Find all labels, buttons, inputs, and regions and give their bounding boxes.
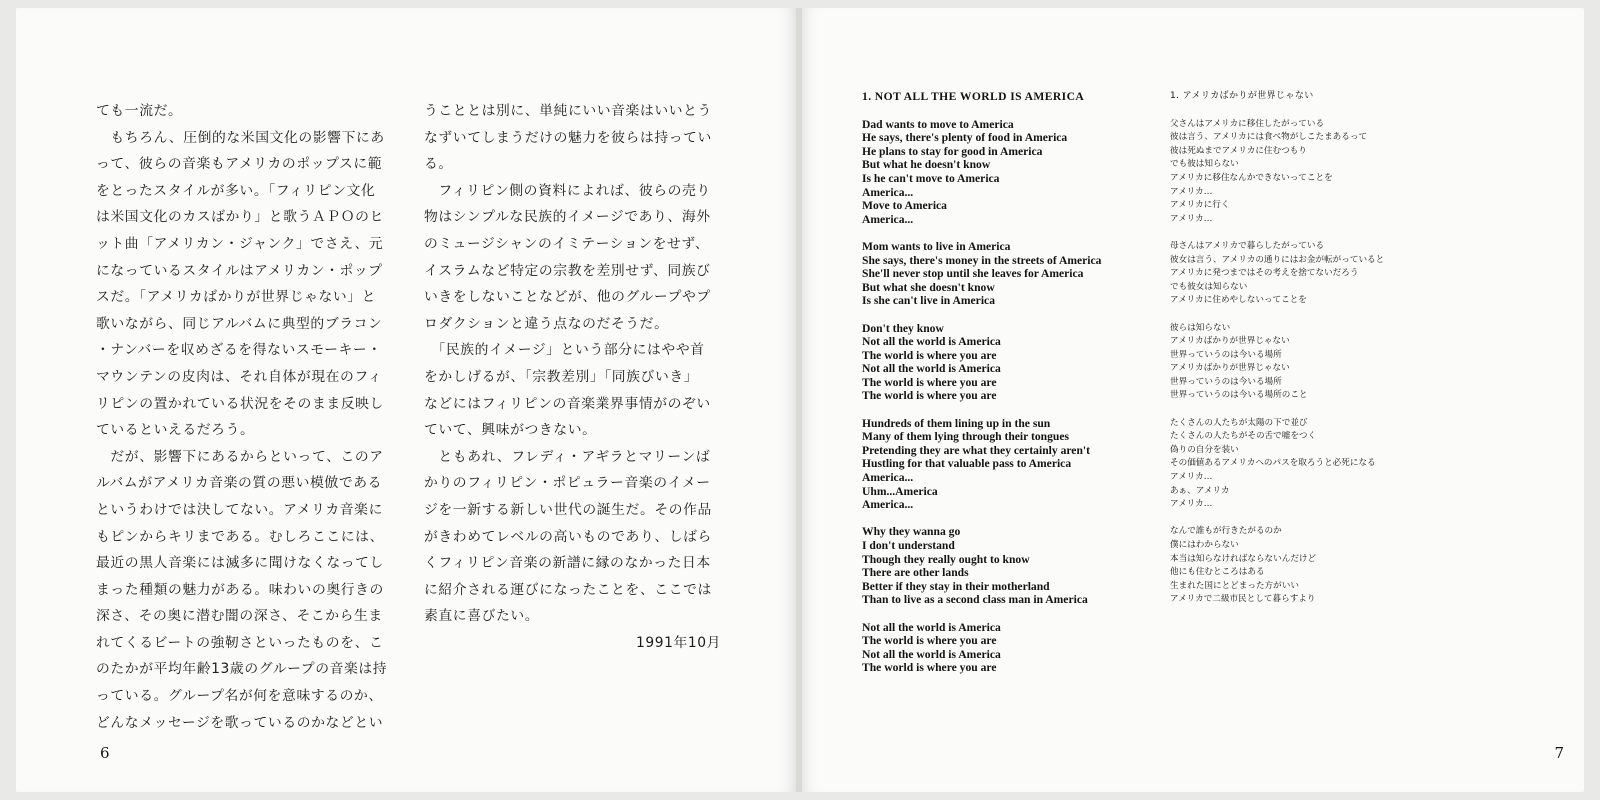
text-line: に紹介される運びになったことを、ここでは (424, 581, 712, 598)
lyric-line: アメリカに住めやしないってことを (1170, 295, 1307, 306)
lyric-line: Move to America (862, 199, 947, 213)
lyric-stanza (1170, 417, 1410, 512)
lyric-line: 世界っていうのは今いる場所のこと (1170, 390, 1308, 401)
lyric-stanza (862, 621, 1162, 675)
song-title-japanese: 1. アメリカばかりが世界じゃない (1170, 91, 1314, 101)
lyric-line: The world is where you are (862, 375, 997, 389)
lyric-line: 彼女は言う、アメリカの通りにはお金が転がっていると (1170, 254, 1385, 265)
lyric-line: The world is where you are (862, 348, 997, 362)
lyric-line: The world is where you are (862, 661, 997, 675)
lyric-line: 世界っていうのは今いる場所 (1170, 376, 1282, 387)
lyric-line: Is he can't move to America (862, 171, 1000, 185)
lyric-line: Not all the world is America (862, 362, 1001, 376)
lyric-line: 彼らは知らない (1170, 322, 1231, 333)
lyric-line: But what he doesn't know (862, 158, 991, 172)
lyric-line: 彼は言う、アメリカには食べ物がしこたまあるって (1170, 132, 1368, 143)
lyric-line: Many of them lying through their tongues (862, 430, 1069, 444)
lyric-line: たくさんの人たちが太陽の下で並び (1170, 417, 1308, 428)
lyric-line: The world is where you are (862, 389, 997, 403)
lyric-line: Hustling for that valuable pass to America (862, 457, 1072, 471)
text-line: もピンからキリまである。むしろここには、 (96, 528, 384, 545)
lyric-line: The world is where you are (862, 634, 997, 648)
left-page (16, 8, 796, 792)
text-line: イスラムなど特定の宗教を差別せず、同族び (424, 262, 711, 279)
song-title-english: 1. NOT ALL THE WORLD IS AMERICA (862, 90, 1085, 103)
text-line: をとったスタイルが多い。「フィリピン文化 (96, 182, 376, 199)
text-line: 深さ、その奥に潜む闇の深さ、そこから生ま (96, 608, 383, 625)
text-line: る。 (424, 156, 453, 173)
text-line: いきをしないことなどが、他のグループやプ (424, 289, 711, 306)
text-line: スだ。「アメリカばかりが世界じゃない」と (96, 289, 377, 306)
lyric-line: Not all the world is America (862, 620, 1001, 634)
lyrics-english (862, 90, 1162, 689)
lyric-line: 世界っていうのは今いる場所 (1170, 349, 1282, 360)
lyric-line: アメリカ… (1170, 213, 1213, 224)
left-text-column-1 (96, 98, 396, 736)
right-page (802, 8, 1584, 792)
text-line: っている。グループ名が何を意味するのか、 (96, 688, 383, 705)
lyric-line: Pretending they are what they certainly aren't (862, 443, 1090, 457)
lyric-line: Mom wants to live in America (862, 239, 1011, 253)
lyric-line: America... (862, 212, 914, 226)
lyric-line: America... (862, 471, 914, 485)
text-line: などにはフィリピンの音楽業界事情がのぞい (424, 395, 711, 412)
lyric-line: アメリカで二級市民として暮らすより (1170, 594, 1316, 605)
lyric-stanza (1170, 322, 1410, 404)
text-line: ともあれ、フレディ・アギラとマリーンば (424, 448, 711, 465)
text-line: のミュージシャンのイミテーションをせず、 (424, 235, 710, 252)
lyric-line: なんで誰もが行きたがるのか (1170, 526, 1282, 537)
lyric-stanza (862, 417, 1162, 512)
text-line: になっているスタイルはアメリカン・ポップ (96, 262, 383, 279)
lyric-line: But what she doesn't know (862, 280, 995, 294)
lyric-line: Not all the world is America (862, 647, 1001, 661)
lyric-line: 彼は死ぬまでアメリカに住むつもり (1170, 145, 1307, 156)
page-number-left: 6 (100, 744, 110, 762)
text-line: 物はシンプルな民族的イメージであり、海外 (424, 209, 711, 226)
lyric-line: Than to live as a second class man in America (862, 593, 1088, 607)
lyric-line: Not all the world is America (862, 335, 1001, 349)
lyric-line: アメリカ… (1170, 499, 1213, 510)
lyric-line: アメリカばかりが世界じゃない (1170, 363, 1290, 374)
lyric-stanza (1170, 525, 1410, 607)
lyric-line: Why they wanna go (862, 525, 961, 539)
lyric-line: その価値あるアメリカへのパスを取ろうと必死になる (1170, 458, 1376, 469)
text-line: ても一流だ。 (96, 103, 183, 119)
lyric-line: Though they really ought to know (862, 552, 1030, 566)
text-line: まった種類の魅力がある。味わいの奥行きの (96, 581, 384, 598)
lyric-line: Is she can't live in America (862, 294, 995, 308)
lyric-line: America... (862, 185, 914, 199)
lyric-line: Don't they know (862, 321, 944, 335)
lyric-line: He plans to stay for good in America (862, 144, 1043, 158)
text-line: なずいてしまうだけの魅力を彼らは持ってい (424, 129, 712, 146)
lyric-line: でも彼女は知らない (1170, 281, 1248, 292)
text-line: のたかが平均年齢13歳のグループの音楽は持 (96, 661, 388, 678)
lyric-stanza (1170, 118, 1410, 227)
lyric-stanza (862, 118, 1162, 227)
text-line: かりのフィリピン・ポピュラー音楽のイメー (424, 475, 711, 492)
lyrics-japanese (1170, 90, 1410, 621)
text-line: がきわめてレベルの高いものであり、しばら (424, 528, 712, 545)
page-number-right: 7 (1554, 744, 1564, 762)
text-line: ているといえるだろう。 (96, 422, 255, 439)
lyric-stanza (862, 525, 1162, 607)
text-line: 歌いながら、同じアルバムに典型的ブラコン (96, 315, 383, 332)
lyric-line: あぁ、アメリカ (1170, 485, 1230, 496)
lyric-line: アメリカに行く (1170, 200, 1230, 211)
lyric-line: でも彼は知らない (1170, 159, 1239, 170)
lyric-line: America... (862, 498, 914, 512)
text-line: ジを一新する新しい世代の誕生だ。その作品 (424, 501, 712, 518)
lyric-line: Dad wants to move to America (862, 117, 1014, 131)
lyric-line: アメリカ… (1170, 186, 1213, 197)
lyric-stanza (862, 322, 1162, 404)
text-line: 素直に喜びたい。 (424, 608, 540, 625)
lyric-line: 本当は知らなければならないんだけど (1170, 553, 1317, 564)
text-line: をかしげるが、「宗教差別」「同族びいき」 (424, 368, 699, 385)
lyric-line: He says, there's plenty of food in America (862, 131, 1068, 145)
lyric-line: アメリカに発つまではその考えを捨てないだろう (1170, 268, 1359, 279)
lyric-line: 僕にはわからない (1170, 540, 1239, 550)
lyric-line: アメリカ… (1170, 472, 1213, 483)
text-line: マウンテンの皮肉は、それ自体が現在のフィ (96, 368, 383, 385)
text-line: くフィリピン音楽の新譜に縁のなかった日本 (424, 555, 711, 572)
lyric-line: 生まれた国にとどまった方がいい (1170, 580, 1299, 591)
lyric-line: Better if they stay in their motherland (862, 579, 1050, 593)
text-line: って、彼らの音楽もアメリカのポップスに範 (96, 156, 383, 173)
text-line: ていて、興味がつきない。 (424, 422, 597, 439)
text-line: れてくるビートの強靭さといったものを、こ (96, 634, 384, 651)
lyric-line: Hundreds of them lining up in the sun (862, 416, 1051, 430)
text-line: ルバムがアメリカ音楽の質の悪い模倣である (96, 475, 383, 492)
text-line: は米国文化のカスばかり」と歌うＡＰＯのヒ (96, 209, 384, 226)
essay-date: 1991年10月 (635, 634, 721, 651)
lyric-line: There are other lands (862, 566, 969, 580)
lyric-stanza (1170, 240, 1410, 308)
text-line: ・ナンバーを収めざるを得ないスモーキー・ (96, 342, 382, 359)
text-line: もちろん、圧倒的な米国文化の影響下にあ (96, 129, 385, 146)
text-line: 最近の黒人音楽には滅多に聞けなくなってし (96, 555, 384, 572)
lyric-line: アメリカばかりが世界じゃない (1170, 336, 1290, 347)
lyric-line: I don't understand (862, 539, 955, 552)
text-line: だが、影響下にあるからといって、このア (96, 448, 384, 465)
lyric-line: たくさんの人たちがその舌で嘘をつく (1170, 431, 1317, 442)
lyric-line: 母さんはアメリカで暮らしたがっている (1170, 240, 1325, 251)
lyric-line: Uhm...America (862, 484, 938, 498)
text-line: どんなメッセージを歌っているのかなどとい (96, 714, 384, 731)
lyric-line: She says, there's money in the streets of America (862, 253, 1102, 267)
left-text-column-2 (424, 98, 724, 656)
text-line: うこととは別に、単純にいい音楽はいいとう (424, 103, 712, 119)
lyric-line: 父さんはアメリカに移住したがっている (1170, 118, 1325, 129)
text-line: ット曲「アメリカン・ジャンク」でさえ、元 (96, 235, 384, 252)
lyric-line: She'll never stop until she leaves for America (862, 267, 1084, 281)
lyric-stanza (862, 240, 1162, 308)
text-line: ロダクションと違う点なのだそうだ。 (424, 315, 669, 332)
text-line: リピンの置かれている状況をそのまま反映し (96, 395, 384, 412)
text-line: というわけでは決してない。アメリカ音楽に (96, 501, 383, 518)
text-line: 「民族的イメージ」という部分にはやや首 (424, 342, 705, 359)
lyric-line: 偽りの自分を装い (1170, 444, 1239, 455)
lyric-line: 他にも住むところはある (1170, 567, 1265, 578)
lyric-line: アメリカに移住なんかできないってことを (1170, 172, 1333, 183)
text-line: フィリピン側の資料によれば、彼らの売り (424, 182, 711, 199)
